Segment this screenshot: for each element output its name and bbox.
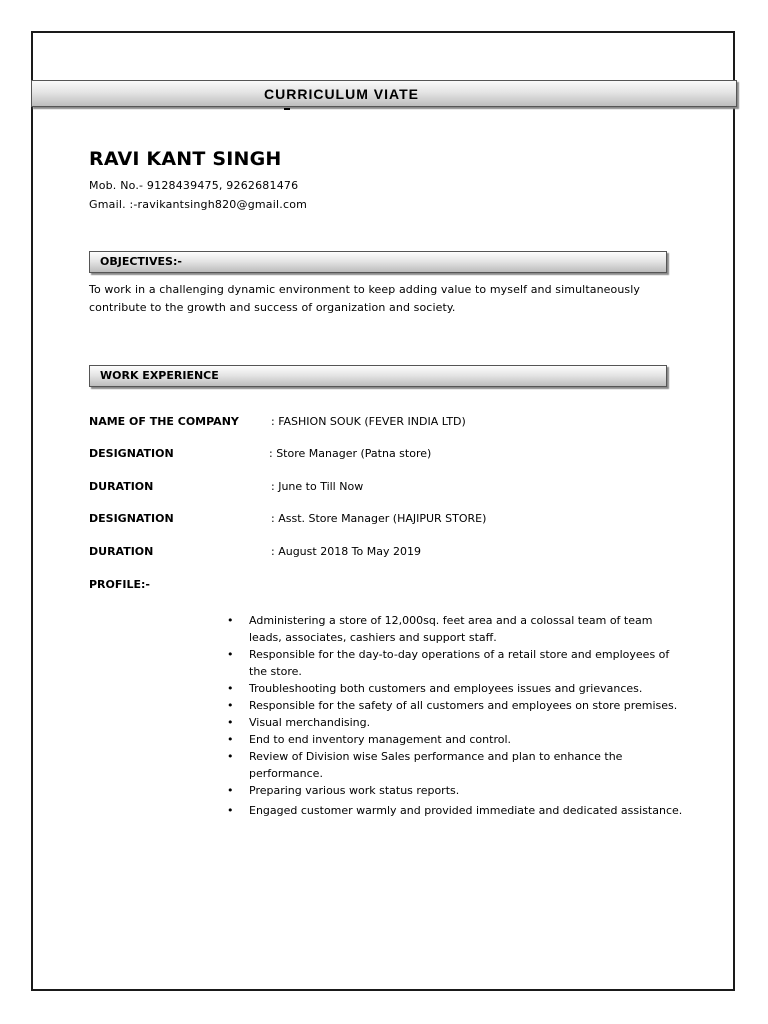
list-item xyxy=(227,612,687,646)
list-item-text: End to end inventory management and control. xyxy=(249,733,512,746)
list-item xyxy=(227,782,687,799)
bullet-icon: • xyxy=(227,784,234,797)
company-label: NAME OF THE COMPANY xyxy=(89,415,239,428)
designation-label: DESIGNATION xyxy=(89,447,174,460)
designation-value: : Store Manager (Patna store) xyxy=(269,447,432,460)
bullet-icon: • xyxy=(227,750,234,763)
list-item-text: Review of Division wise Sales performance and plan to enhance the performance. xyxy=(249,750,623,780)
profile-bullet-list xyxy=(227,612,687,819)
page-border xyxy=(31,31,735,991)
objectives-heading: OBJECTIVES:- xyxy=(100,255,182,268)
list-item-text: Visual merchandising. xyxy=(249,716,371,729)
list-item xyxy=(227,646,687,680)
objectives-section-header xyxy=(89,251,667,273)
list-item-text: Administering a store of 12,000sq. feet area and a colossal team of team leads, associates, cashiers and support staff. xyxy=(249,614,653,644)
list-item xyxy=(227,697,687,714)
list-item xyxy=(227,680,687,697)
work-experience-section-header xyxy=(89,365,667,387)
bullet-icon: • xyxy=(227,682,234,695)
list-item-text: Troubleshooting both customers and employees issues and grievances. xyxy=(249,682,643,695)
list-item-text: Preparing various work status reports. xyxy=(249,784,460,797)
bullet-icon: • xyxy=(227,648,234,661)
duration-value: : June to Till Now xyxy=(271,480,364,493)
work-experience-heading: WORK EXPERIENCE xyxy=(100,369,219,382)
duration-label: DURATION xyxy=(89,480,154,493)
duration-value: : August 2018 To May 2019 xyxy=(271,545,421,558)
bullet-icon: • xyxy=(227,804,234,817)
list-item xyxy=(227,731,687,748)
list-item xyxy=(227,714,687,731)
candidate-name: RAVI KANT SINGH xyxy=(89,148,282,170)
list-item xyxy=(227,802,687,819)
email-address: Gmail. :-ravikantsingh820@gmail.com xyxy=(89,198,308,211)
list-item-text: Responsible for the day-to-day operations of a retail store and employees of the store. xyxy=(249,648,670,678)
document-title: CURRICULUM VIATE xyxy=(264,86,419,102)
objectives-text: To work in a challenging dynamic environment to keep adding value to myself and simultaneously contribute to the growth and success of organization and society. xyxy=(89,283,641,314)
duration-label: DURATION xyxy=(89,545,154,558)
profile-label: PROFILE:- xyxy=(89,578,150,591)
list-item-text: Engaged customer warmly and provided immediate and dedicated assistance. xyxy=(249,804,683,817)
bullet-icon: • xyxy=(227,614,234,627)
list-item-text: Responsible for the safety of all customers and employees on store premises. xyxy=(249,699,678,712)
designation-value: : Asst. Store Manager (HAJIPUR STORE) xyxy=(271,512,487,525)
bullet-icon: • xyxy=(227,733,234,746)
bullet-icon: • xyxy=(227,699,234,712)
list-item xyxy=(227,748,687,782)
mobile-number: Mob. No.- 9128439475, 9262681476 xyxy=(89,179,299,192)
bullet-icon: • xyxy=(227,716,234,729)
designation-label: DESIGNATION xyxy=(89,512,174,525)
company-value: : FASHION SOUK (FEVER INDIA LTD) xyxy=(271,415,466,428)
title-underline-mark xyxy=(284,108,290,110)
